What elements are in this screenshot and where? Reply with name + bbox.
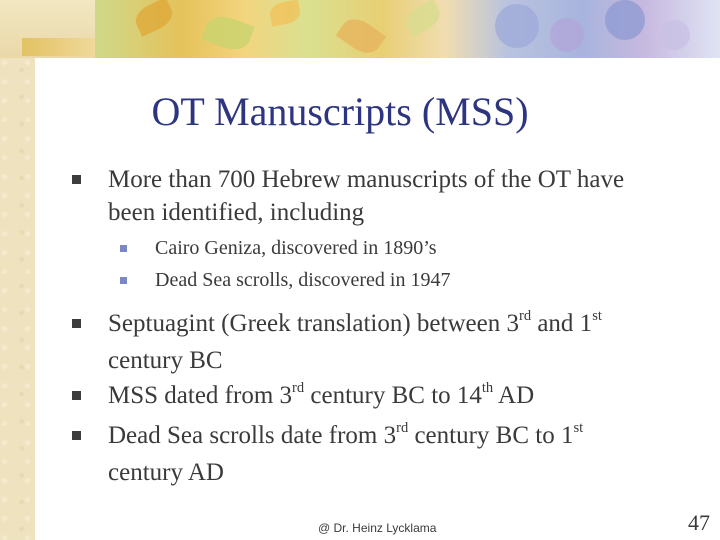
bullet-text [108,379,628,416]
sub-bullet-text: Dead Sea scrolls, discovered in 1947 [155,269,451,291]
superscript-ordinal: st [592,308,602,325]
superscript-ordinal: rd [292,380,305,397]
superscript-ordinal: rd [518,308,532,325]
small-square-bullet-icon [120,277,127,284]
bullet-text-segment: and 1 [531,310,593,337]
slide-title: OT Manuscripts (MSS) [151,89,529,134]
bullet-text [108,163,628,229]
bullet-text-segment: MSS dated from 3 [108,382,293,409]
square-bullet-icon [72,431,81,440]
bullet-text-segment: century BC [108,347,223,374]
superscript-ordinal: st [573,420,584,437]
page-number: 47 [688,510,710,535]
bullet-text-segment: century AD [108,459,224,486]
superscript-ordinal: th [481,380,494,397]
square-bullet-icon [72,175,81,184]
square-bullet-icon [72,319,81,328]
superscript-ordinal: rd [396,420,409,437]
bullet-text-segment: century BC to 14 [304,382,482,409]
bullet-text-segment: century BC to 1 [408,422,574,449]
bullet-text [108,307,628,377]
bullet-text-segment: Dead Sea scrolls date from 3 [108,422,397,449]
accent-bar [22,38,95,56]
sub-bullet-text: Cairo Geniza, discovered in 1890’s [155,237,437,259]
bullet-text-segment: More than 700 Hebrew manuscripts of the OT have been identified, including [108,166,625,226]
small-square-bullet-icon [120,245,127,252]
bullet-text-segment: Septuagint (Greek translation) between 3 [108,310,519,337]
bullet-text-segment: AD [493,382,535,409]
bullet-text [108,419,628,489]
square-bullet-icon [72,391,81,400]
floral-banner [95,0,720,58]
footer-author: @ Dr. Heinz Lycklama [318,521,437,535]
